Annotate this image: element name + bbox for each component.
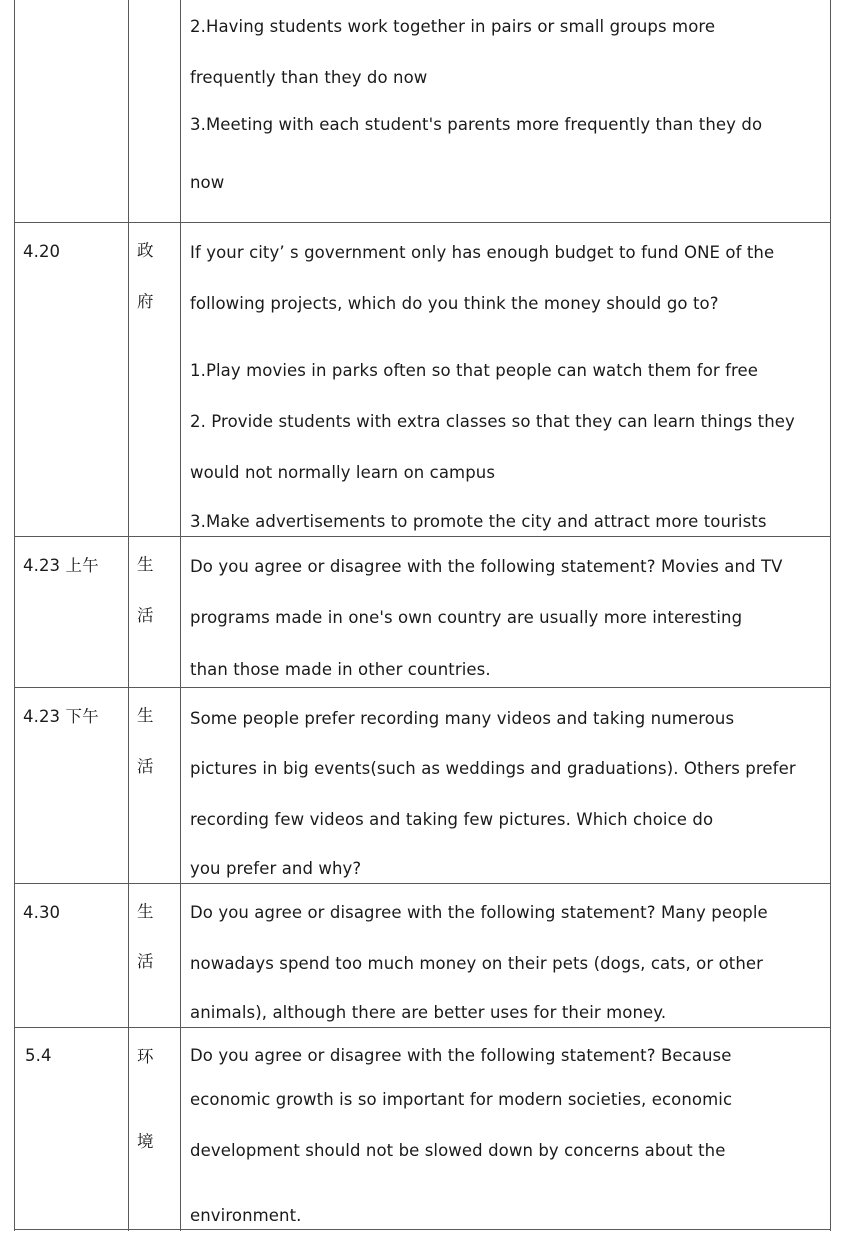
question-text: 1.Play movies in parks often so that people can watch them for free — [190, 361, 759, 380]
row-divider — [14, 1027, 831, 1028]
question-text: you prefer and why? — [190, 859, 362, 878]
question-text: programs made in one's own country are usually more interesting — [190, 608, 743, 627]
column-divider-date — [128, 0, 129, 1231]
question-text: If your city’ s government only has enough budget to fund ONE of the — [190, 243, 775, 262]
question-text: 3.Make advertisements to promote the city and attract more tourists — [190, 512, 767, 531]
table-border-left — [14, 0, 15, 1231]
question-text: now — [190, 173, 225, 192]
category-char: 生 — [137, 706, 154, 725]
question-text: 3.Meeting with each student's parents more frequently than they do — [190, 115, 763, 134]
date-cell: 4.23 下午 — [23, 707, 99, 726]
date-cell: 5.4 — [25, 1046, 52, 1065]
category-char: 环 — [137, 1047, 154, 1066]
question-text: animals), although there are better uses for their money. — [190, 1003, 667, 1022]
question-text: economic growth is so important for modern societies, economic — [190, 1090, 733, 1109]
category-char: 活 — [137, 606, 154, 625]
column-divider-category — [180, 0, 181, 1231]
question-text: would not normally learn on campus — [190, 463, 496, 482]
question-text: development should not be slowed down by concerns about the — [190, 1141, 726, 1160]
question-text: following projects, which do you think the money should go to? — [190, 294, 719, 313]
date-cell: 4.20 — [23, 242, 61, 261]
question-text: Do you agree or disagree with the following statement? Because — [190, 1046, 732, 1065]
category-char: 活 — [137, 952, 154, 971]
question-text: pictures in big events(such as weddings and graduations). Others prefer — [190, 759, 796, 778]
question-text: Do you agree or disagree with the following statement? Movies and TV — [190, 557, 783, 576]
question-text: Some people prefer recording many videos and taking numerous — [190, 709, 735, 728]
row-divider — [14, 883, 831, 884]
table-border-right — [830, 0, 831, 1231]
category-char: 生 — [137, 902, 154, 921]
question-text: Do you agree or disagree with the following statement? Many people — [190, 903, 768, 922]
table-border-bottom — [14, 1229, 831, 1230]
question-text: than those made in other countries. — [190, 660, 491, 679]
date-cell: 4.23 上午 — [23, 556, 99, 575]
row-divider — [14, 536, 831, 537]
question-text: nowadays spend too much money on their pets (dogs, cats, or other — [190, 954, 764, 973]
question-text: 2. Provide students with extra classes so that they can learn things they — [190, 412, 795, 431]
category-char: 政 — [137, 241, 154, 260]
question-text: 2.Having students work together in pairs or small groups more — [190, 17, 716, 36]
date-cell: 4.30 — [23, 903, 61, 922]
row-divider — [14, 687, 831, 688]
category-char: 境 — [137, 1132, 154, 1151]
question-text: frequently than they do now — [190, 68, 428, 87]
category-char: 府 — [137, 292, 154, 311]
category-char: 生 — [137, 555, 154, 574]
row-divider — [14, 222, 831, 223]
question-text: environment. — [190, 1206, 302, 1225]
question-text: recording few videos and taking few pictures. Which choice do — [190, 810, 714, 829]
category-char: 活 — [137, 757, 154, 776]
